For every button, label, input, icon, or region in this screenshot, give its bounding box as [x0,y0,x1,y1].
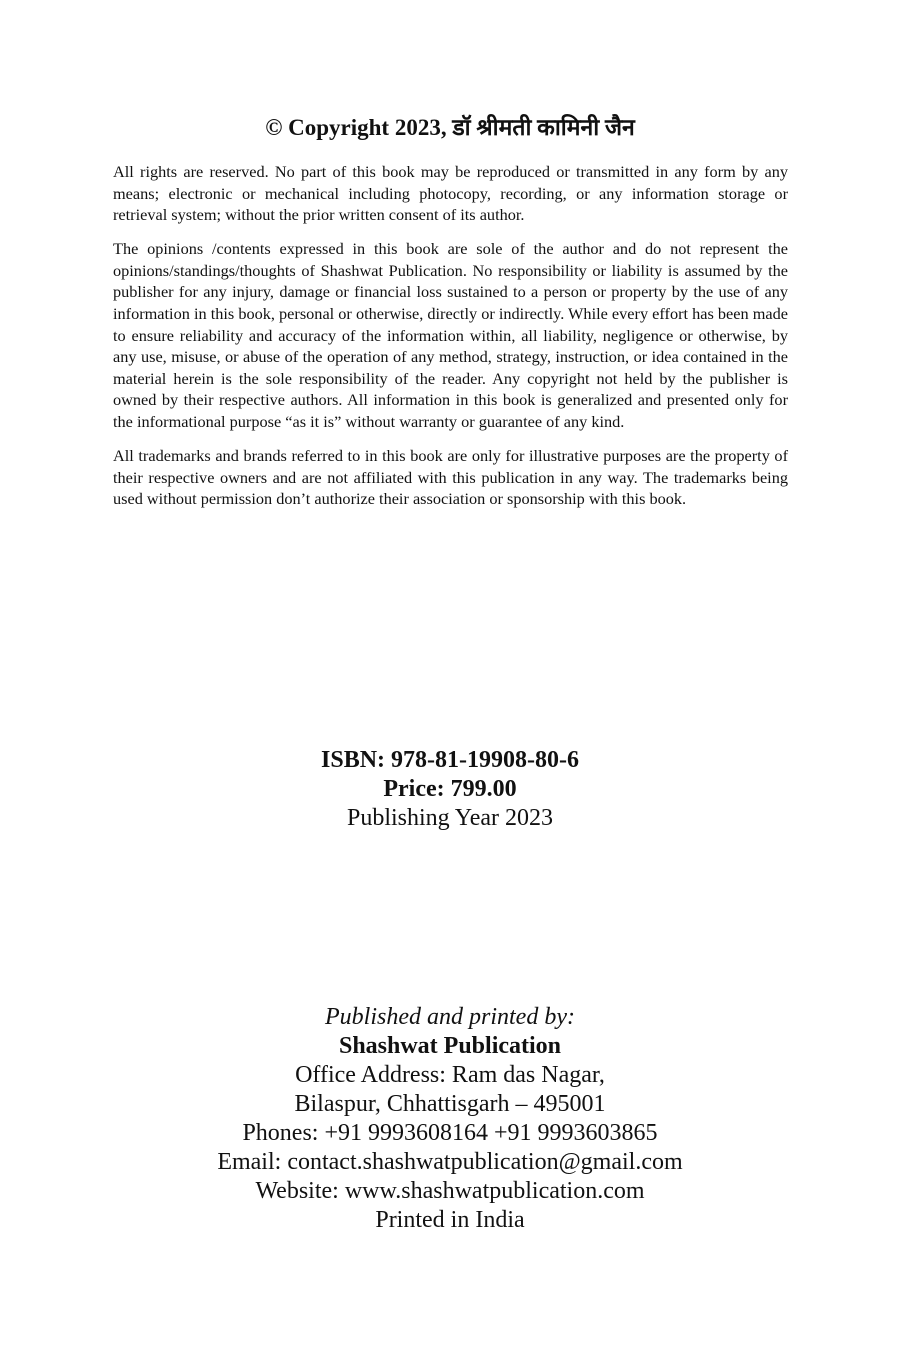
legal-notice [113,161,788,522]
email: Email: contact.shashwatpublication@gmail.com [217,1149,683,1175]
printed-in: Printed in India [375,1207,525,1233]
disclaimer-paragraph: The opinions /contents expressed in this book are sole of the author and do not represent the opinions/standings/thoughts of Shashwat Publication. No responsibility or liability is assumed by the publisher for any injury, damage or financial loss sustained to a person or property by the use of any information in this book, personal or otherwise, directly or indirectly. While every effort has been made to ensure reliability and accuracy of the information within, all liability, negligence or otherwise, by any use, misuse, or abuse of the operation of any method, strategy, instruction, or idea contained in the material herein is the sole responsibility of the reader. Any copyright not held by the publisher is owned by their respective authors. All information in this book is generalized and presented only for the informational purpose “as it is” without warranty or guarantee of any kind. [113,239,788,432]
price: Price: 799.00 [383,776,517,802]
trademarks-paragraph: All trademarks and brands referred to in this book are only for illustrative purposes are the property of their respective owners and are not affiliated with this publication in any way. The trademarks being used without permission don’t authorize their association or sponsorship with this book. [113,446,788,509]
address-line-1: Office Address: Ram das Nagar, [295,1062,605,1088]
website: Website: www.shashwatpublication.com [255,1178,645,1204]
publishing-year: Publishing Year 2023 [346,805,554,831]
rights-reserved-paragraph: All rights are reserved. No part of this book may be reproduced or transmitted in any form by any means; electronic or mechanical including photocopy, recording, or any information storage or retrieval system; without the prior written consent of its author. [113,162,788,225]
copyright-heading: © Copyright 2023, डॉ श्रीमती कामिनी जैन [265,115,635,140]
address-line-2: Bilaspur, Chhattisgarh – 495001 [294,1091,606,1117]
book-info [0,746,900,833]
publisher-intro: Published and printed by: [325,1004,575,1030]
isbn: ISBN: 978-81-19908-80-6 [321,747,579,773]
publisher-name: Shashwat Publication [338,1033,562,1059]
publisher-block [0,1003,900,1235]
phones: Phones: +91 9993608164 +91 9993603865 [242,1120,658,1146]
